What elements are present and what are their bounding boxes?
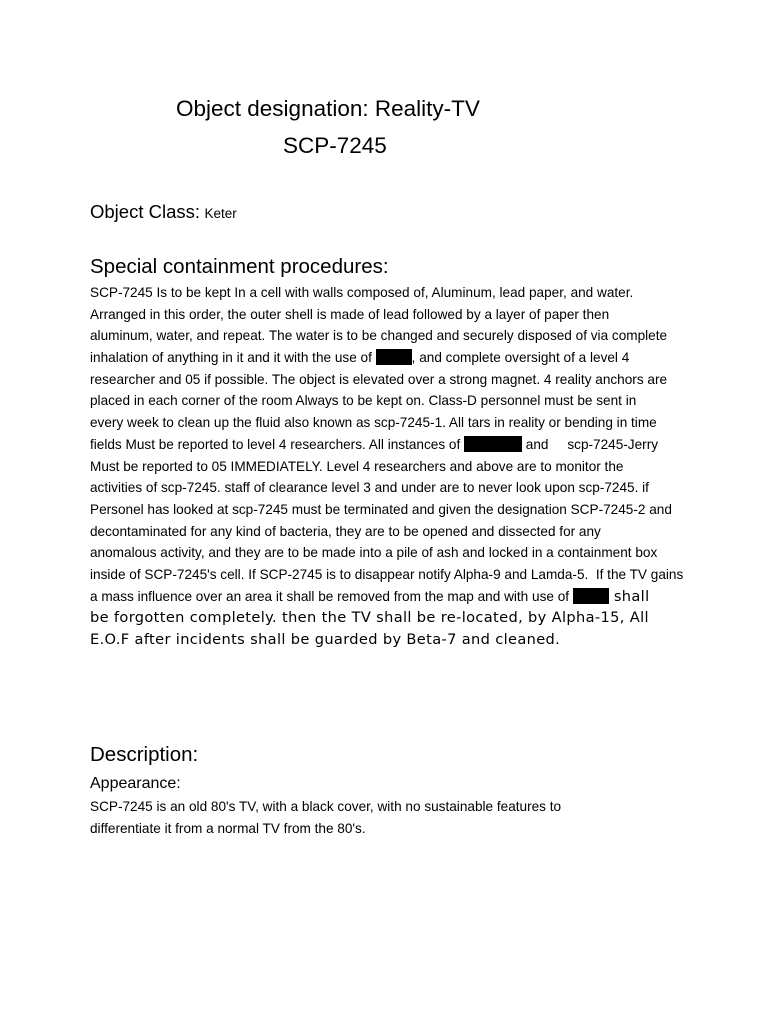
containment-line: Must be reported to 05 IMMEDIATELY. Level 4 researchers and above are to monitor the: [90, 458, 624, 474]
containment-line: [90, 434, 683, 456]
containment-line-part: , and complete oversight of a level 4: [411, 350, 630, 366]
containment-line-part: a mass influence over an area it shall be removed from the map and with use of: [90, 588, 573, 604]
scp-number-title: SCP-7245: [283, 133, 387, 158]
object-class-label: Object Class:: [90, 201, 201, 222]
containment-line: inside of SCP-7245's cell. If SCP-2745 is to disappear notify Alpha-9 and Lamda-5. If the TV gains: [90, 566, 684, 582]
containment-line: [90, 586, 683, 608]
containment-line: placed in each corner of the room Always to be kept on. Class-D personnel must be sent in: [90, 393, 637, 409]
containment-line-part: fields Must be reported to level 4 researchers. All instances of: [90, 436, 465, 452]
containment-line: decontaminated for any kind of bacteria, they are to be opened and dissected for any: [90, 523, 601, 539]
appearance-heading: Appearance:: [90, 775, 181, 792]
containment-line: E.O.F after incidents shall be guarded by Beta-7 and cleaned.: [90, 630, 561, 648]
containment-line: activities of scp-7245. staff of clearance level 3 and under are to never look upon scp-7245. if: [90, 480, 649, 496]
description-line: SCP-7245 is an old 80's TV, with a black cover, with no sustainable features to: [90, 799, 562, 814]
redaction-bar: [464, 436, 522, 452]
containment-body: [90, 282, 683, 650]
description-body: [90, 796, 561, 839]
containment-line: Arranged in this order, the outer shell is made of lead followed by a layer of paper then: [90, 306, 610, 322]
containment-line: researcher and 05 if possible. The object is elevated over a strong magnet. 4 reality anchors are: [90, 371, 668, 387]
description-heading: Description:: [90, 743, 199, 766]
object-class-value: Keter: [204, 206, 237, 221]
redaction-bar: [573, 588, 609, 604]
containment-line: SCP-7245 Is to be kept In a cell with walls composed of, Aluminum, lead paper, and water.: [90, 285, 634, 300]
description-line: differentiate it from a normal TV from the 80's.: [90, 820, 366, 836]
containment-line-part: inhalation of anything in it and it with the use of: [90, 350, 376, 366]
containment-heading: Special containment procedures:: [90, 255, 389, 278]
containment-line-part: and scp-7245-Jerry: [522, 436, 659, 452]
containment-line-part: shall: [608, 587, 650, 605]
containment-line: every week to clean up the fluid also known as scp-7245-1. All tars in reality or bending in time: [90, 415, 657, 431]
containment-line: be forgotten completely. then the TV shall be re-located, by Alpha-15, All: [90, 609, 649, 627]
containment-line: [90, 347, 683, 369]
object-class-line: [90, 201, 237, 223]
containment-line: anomalous activity, and they are to be made into a pile of ash and locked in a containment box: [90, 545, 658, 561]
containment-line: aluminum, water, and repeat. The water is to be changed and securely disposed of via complete: [90, 328, 668, 344]
redaction-bar: [376, 349, 412, 365]
containment-line: Personel has looked at scp-7245 must be terminated and given the designation SCP-7245-2 and: [90, 501, 672, 517]
object-designation-title: Object designation: Reality-TV: [176, 96, 480, 121]
